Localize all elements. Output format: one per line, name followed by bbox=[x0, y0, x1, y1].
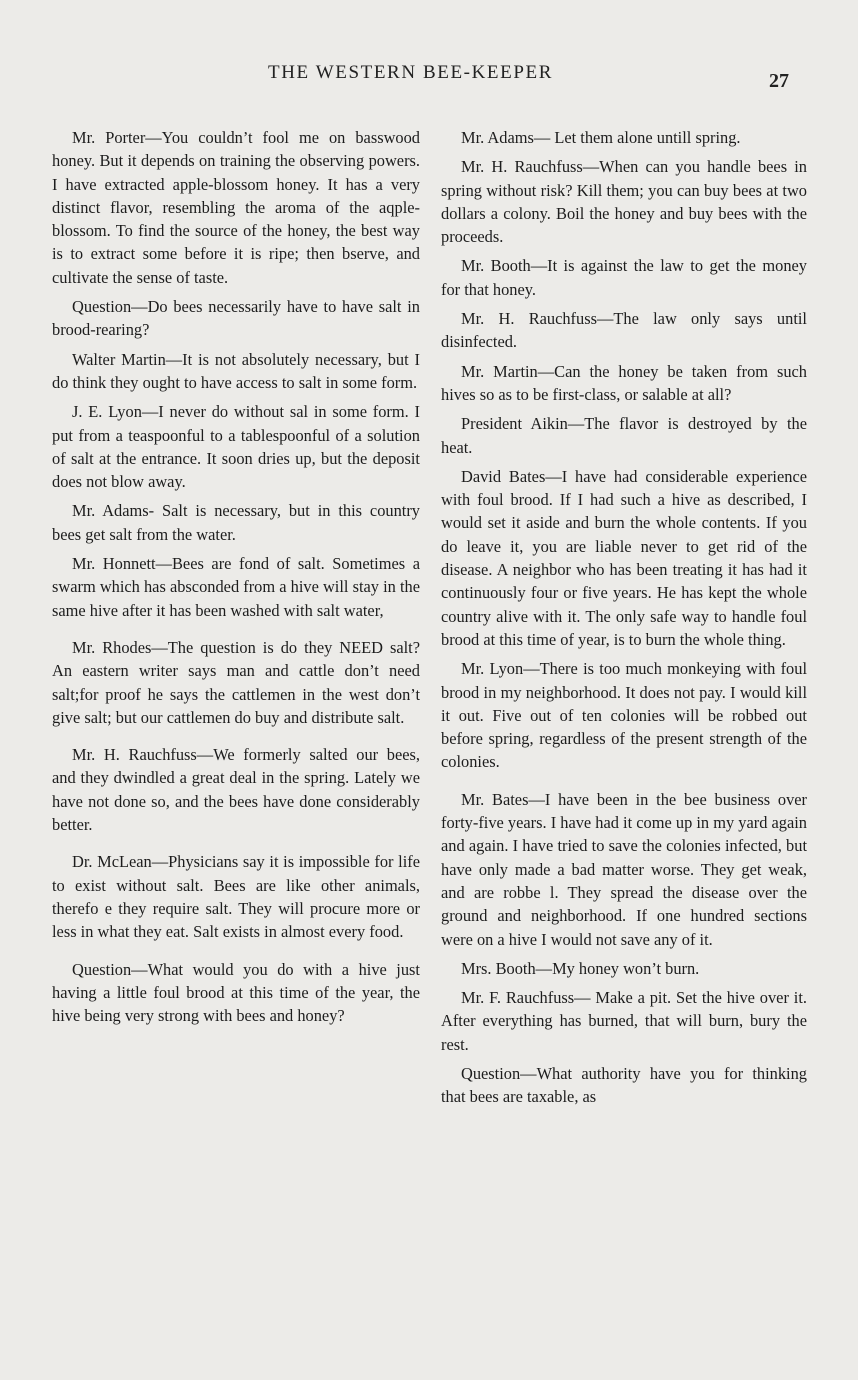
paragraph: Dr. McLean—Physicians say it is impossible for life to exist without salt. Bees are like other animals, therefo e they require salt. They will procure more or less in what they eat. Salt exists in almost every food. bbox=[52, 852, 420, 942]
paragraph: Mr. H. Rauchfuss—When can you handle bees in spring without risk? Kill them; you can buy bees at two dollars a colony. Boil the honey and buy bees with the proceeds. bbox=[441, 157, 807, 247]
paragraph: Walter Martin—It is not absolutely necessary, but I do think they ought to have access to salt in some form. bbox=[52, 349, 420, 392]
paragraph: Mr. Honnett—Bees are fond of salt. Sometimes a swarm which has absconded from a hive will stay in the same hive after it has been washed with salt water, bbox=[52, 554, 420, 620]
paragraph: Mr. Bates—I have been in the bee business over forty-five years. I have had it come up in my yard again and again. I have tried to save the colonies infected, but have only made a bad matter worse. They get weak, and are robbe l. They spread the disease over the ground and neighborhood. If one hundred sections were on a hive I would not save any of it. bbox=[441, 789, 807, 949]
paragraph: Question—What authority have you for thinking that bees are taxable, as bbox=[441, 1063, 807, 1107]
paragraph: Mr. Rhodes—The question is do they NEED salt? An eastern writer says man and cattle don’t need salt;for proof he says the cattlemen in the west don’t give salt; but our cattlemen do buy and distribute salt. bbox=[52, 637, 420, 727]
paragraph: David Bates—I have had considerable experience with foul brood. If I had such a hive as described, I would set it aside and burn the whole contents. If you do leave it, you are liable never to get rid of the disease. A neighbor who has been treating it has had it continuously four or five years. He has kept the whole country alive with it. The only safe way to handle foul brood at this time of year, is to burn the whole thing. bbox=[441, 466, 807, 649]
paragraph: Mr. Adams— Let them alone untill spring. bbox=[461, 128, 741, 147]
left-column bbox=[52, 126, 420, 1033]
paragraph: Question—Do bees necessarily have to have salt in brood-rearing? bbox=[52, 297, 420, 340]
paragraph: Mr. H. Rauchfuss—The law only says until disinfected. bbox=[441, 309, 807, 352]
running-header: THE WESTERN BEE-KEEPER bbox=[268, 62, 553, 83]
paragraph: Mr. Lyon—There is too much monkeying with foul brood in my neighborhood. It does not pay. I would kill it out. Five out of ten colonies will be robbed out before spring, regardless of the present strength of the colonies. bbox=[441, 659, 807, 772]
paragraph: Question—What would you do with a hive just having a little foul brood at this time of the year, the hive being very strong with bees and honey? bbox=[52, 959, 420, 1026]
paragraph: Mr. Martin—Can the honey be taken from such hives so as to be first-class, or salable at all? bbox=[441, 361, 807, 404]
paragraph: Mr. H. Rauchfuss—We formerly salted our bees, and they dwindled a great deal in the spring. Lately we have not done so, and the bees have done considerably better. bbox=[52, 745, 420, 835]
paragraph: Mr. Porter—You couldn’t fool me on basswood honey. But it depends on training the observing powers. I have extracted apple-blossom honey. It has a very distinct flavor, resembling the aroma of the aqple-blossom. To find the source of the honey, the best way is to extract some before it is ripe; then bserve, and cultivate the sense of taste. bbox=[52, 128, 420, 287]
page-number: 27 bbox=[769, 70, 789, 92]
paragraph: J. E. Lyon—I never do without sal in some form. I put from a teaspoonful to a tablespoonful of a solution of salt at the entrance. It soon dries up, but the deposit does not blow away. bbox=[52, 402, 420, 492]
paragraph: Mr. F. Rauchfuss— Make a pit. Set the hive over it. After everything has burned, that will burn, bury the rest. bbox=[441, 988, 807, 1054]
paragraph: President Aikin—The flavor is destroyed by the heat. bbox=[441, 414, 807, 457]
right-column bbox=[441, 126, 807, 1115]
paragraph: Mrs. Booth—My honey won’t burn. bbox=[461, 958, 700, 978]
paragraph: Mr. Adams- Salt is necessary, but in this country bees get salt from the water. bbox=[52, 501, 420, 544]
paragraph: Mr. Booth—It is against the law to get the money for that honey. bbox=[441, 256, 807, 299]
